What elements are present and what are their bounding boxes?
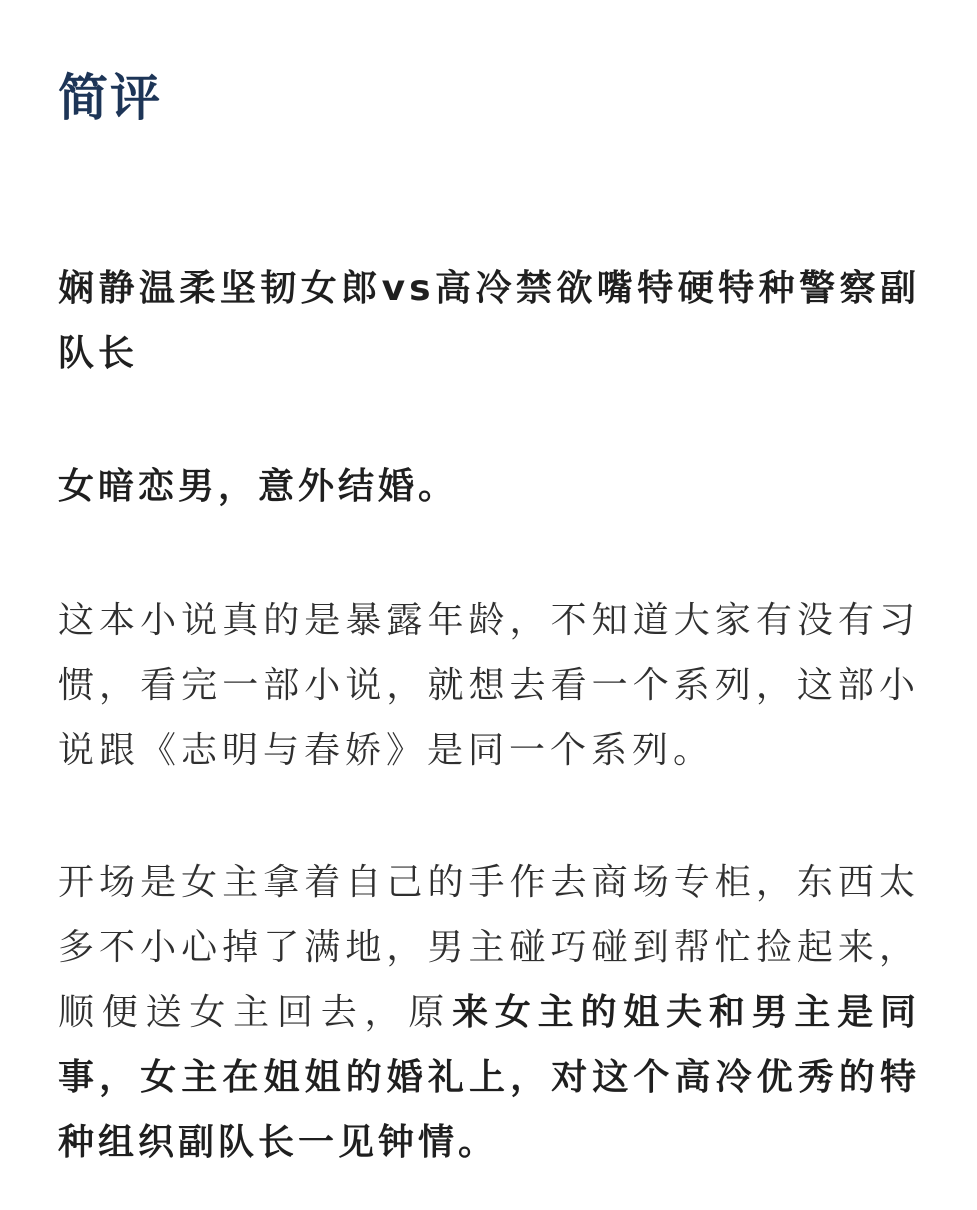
tagline-paragraph: 娴静温柔坚韧女郎vs高冷禁欲嘴特硬特种警察副队长 [58,268,920,374]
section-heading: 简评 [58,69,162,127]
plot-regular-text: 开场是女主拿着自己的手作去商场专柜，东西太多不小心掉了满地，男主碰巧碰到帮忙捡起来，顺便送女主回去，原 [58,862,920,1033]
plot-emphasis-text: 来女主的姐夫和男主是同事，女主在姐姐的婚礼上，对这个高冷优秀的特种组织副队长一见钟情。 [58,992,920,1163]
intro-paragraph: 这本小说真的是暴露年龄，不知道大家有没有习惯，看完一部小说，就想去看一个系列，这部小说跟《志明与春娇》是同一个系列。 [58,600,920,771]
plot-paragraph [58,850,920,1175]
premise-paragraph: 女暗恋男，意外结婚。 [58,466,459,507]
